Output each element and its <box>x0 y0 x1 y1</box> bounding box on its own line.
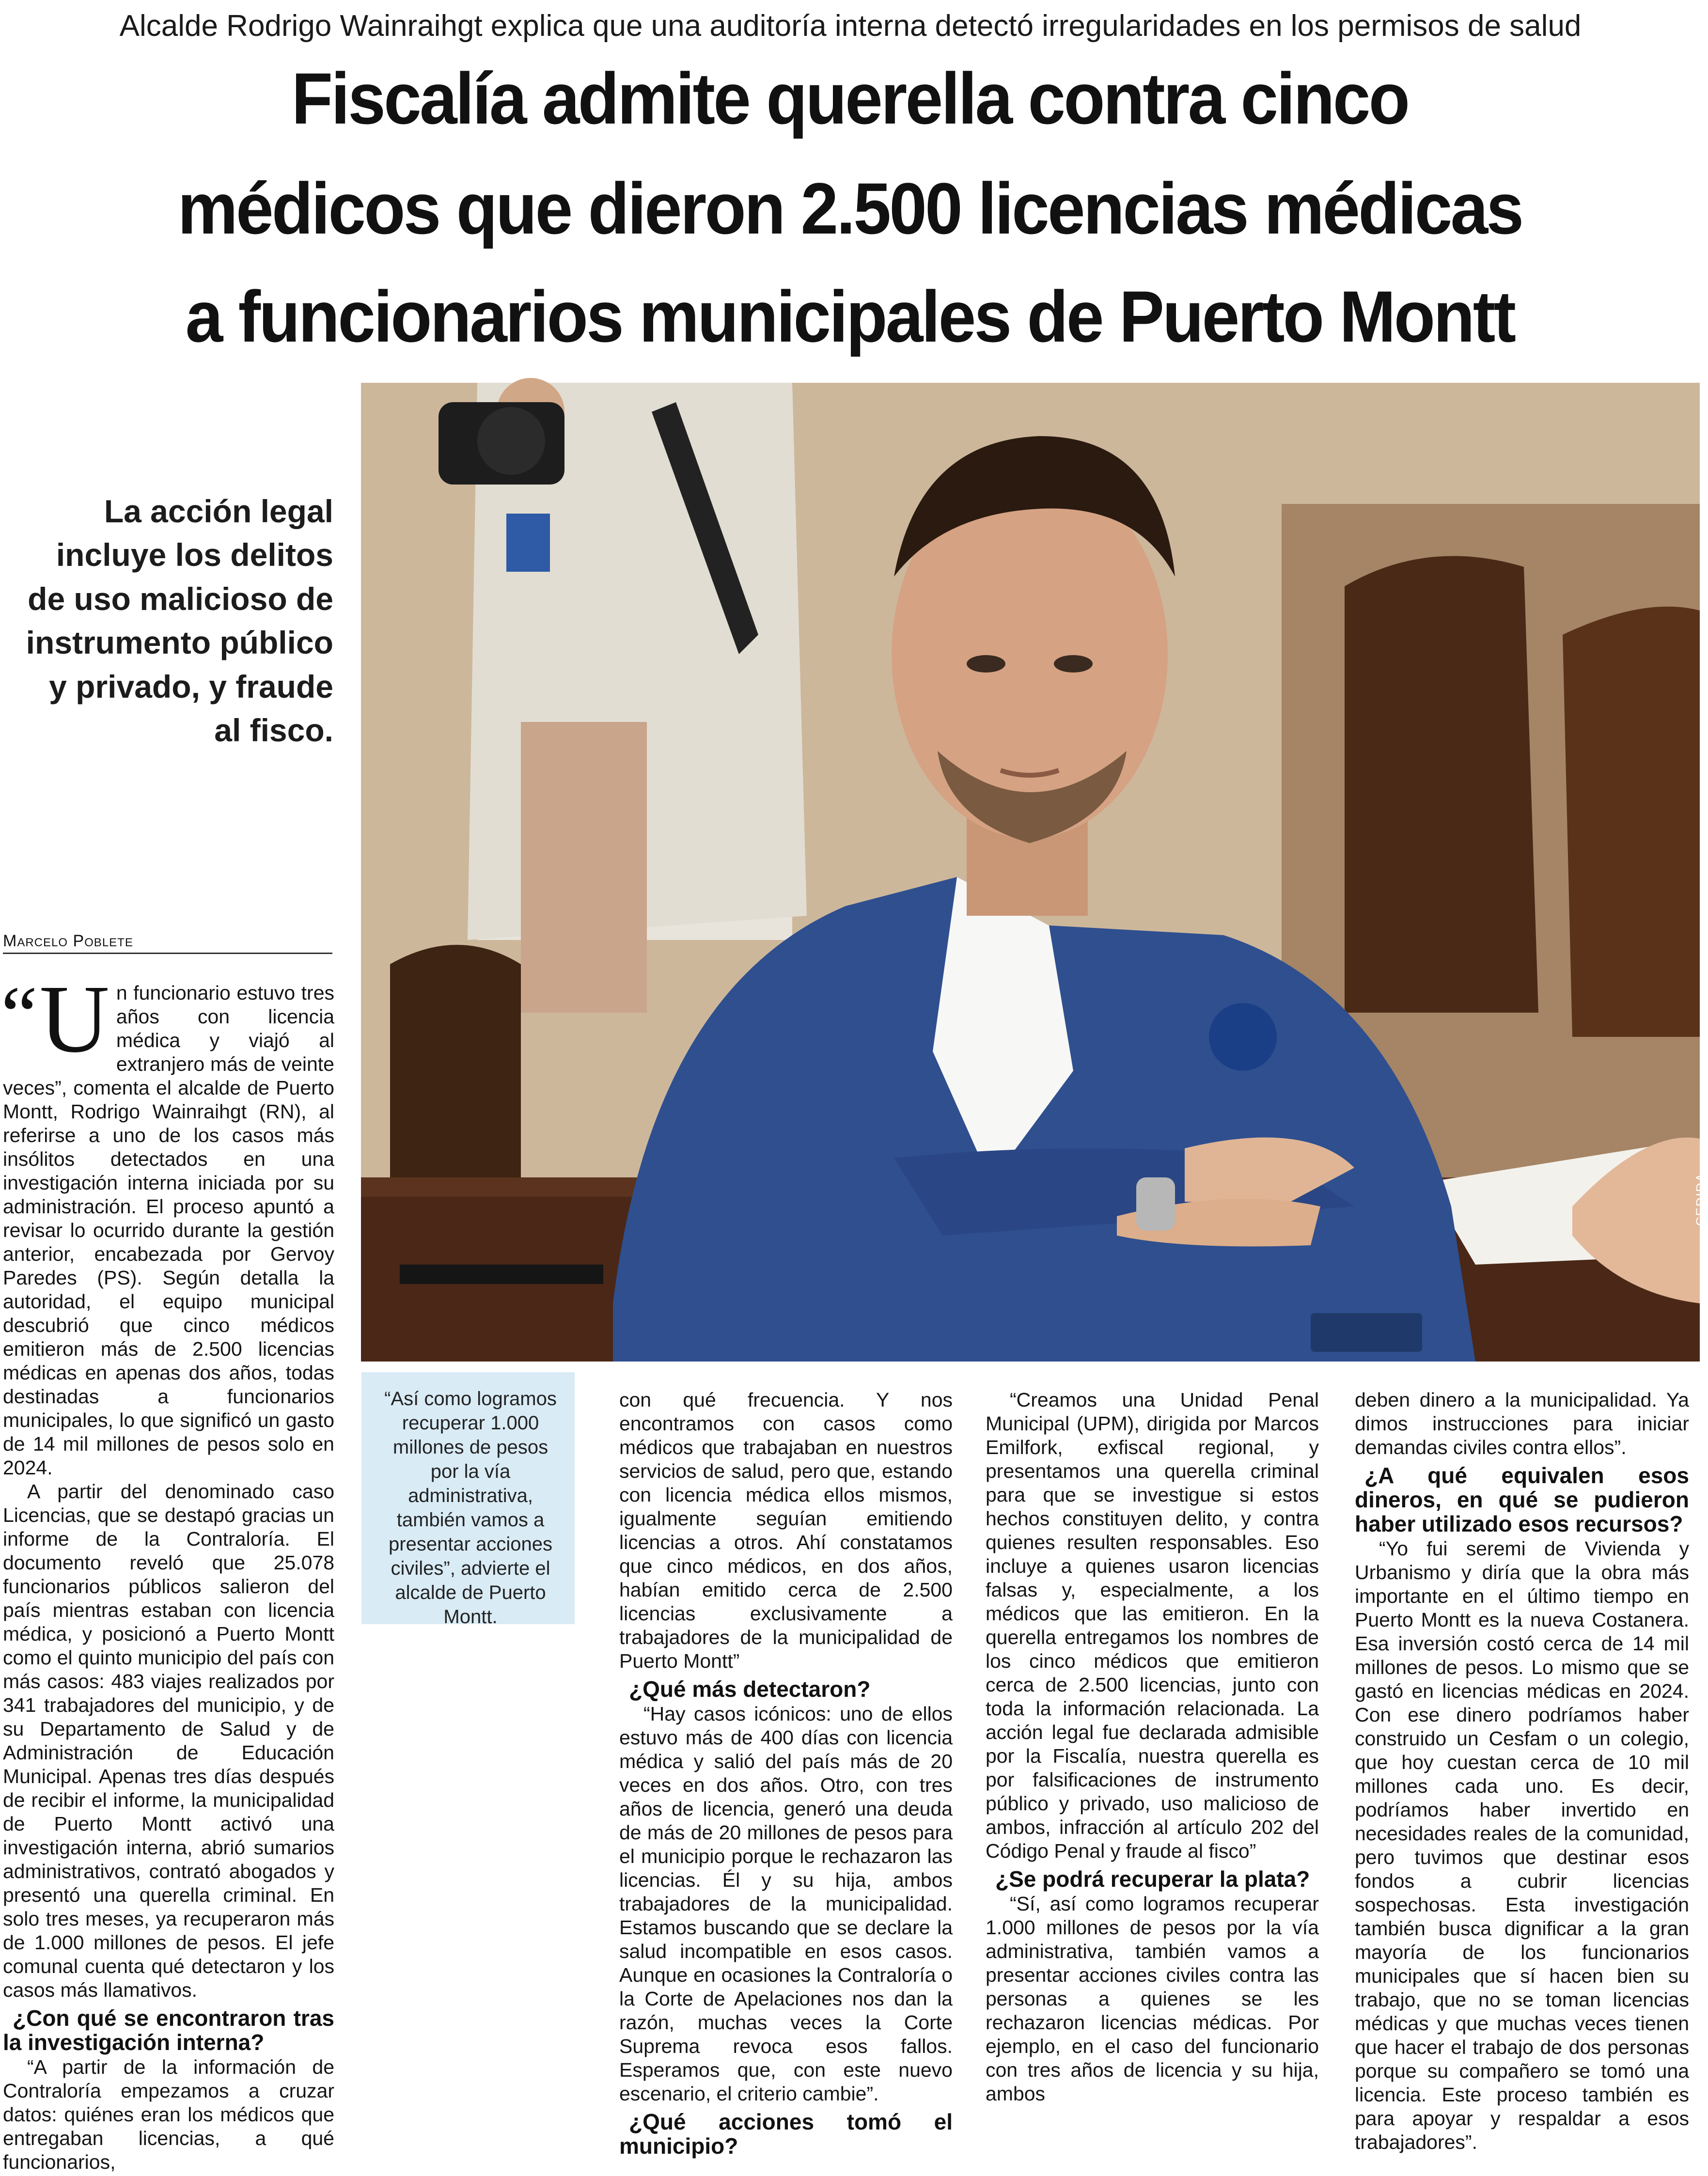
opening-quote-mark: “ <box>1 970 38 1061</box>
lead-paragraph <box>1 966 334 1480</box>
interview-question: ¿Se podrá recuperar la plata? <box>995 1866 1310 1892</box>
article-column-2 <box>619 1388 953 2159</box>
interview-question: ¿Qué más detectaron? <box>629 1676 871 1702</box>
interview-question: ¿A qué equivalen esos dineros, en qué se pudieron haber utilizado esos recursos? <box>1355 1463 1689 1536</box>
byline: Marcelo Poblete <box>3 932 332 954</box>
interview-question: ¿Con qué se encontraron tras la investigación interna? <box>3 2005 334 2055</box>
deck: La acción legal incluye los delitos de uso malicioso de instrumento público y privado, y fraude al fisco. <box>26 493 333 749</box>
headline-line-2: médicos que dieron 2.500 licencias médicas <box>177 168 1522 249</box>
paragraph: “Yo fui seremi de Vivienda y Urbanismo y diría que la obra más importante en el último tiempo en Puerto Montt es la nueva Costanera. Esa inversión costó cerca de 14 mil millones de pesos. Lo mismo que se gastó en licencias médicas en 2024. Con ese dinero podríamos haber construido un Cesfam o un colegio, que hoy cuestan cerca de 10 mil millones cada uno. Es decir, podríamos haber invertido en necesidades reales de la comunidad, pero tuvimos que destinar esos fondos a cubrir licencias sospechosas. Esta investigación también busca dignificar a la gran mayoría de los funcionarios municipales que sí hacen bien su trabajo, que no se toman licencias médicas y que muchas veces tienen que hacer el trabajo de dos personas porque su compañero se tomó una licencia. Este proceso también es para apoyar y respaldar a esos trabajadores”. <box>1355 1537 1689 2153</box>
drop-cap: U <box>39 966 110 1073</box>
paragraph: A partir del denominado caso Licencias, que se destapó gracias un informe de la Contraloría. El documento reveló que 25.078 funcionarios públicos salieron del país mientras estaban con licencia médica, y posicionó a Puerto Montt como el quinto municipio del país con más casos: 483 viajes realizados por 341 trabajadores del municipio, y de su Departamento de Salud y de Administración de Educación Municipal. Apenas tres días después de recibir el informe, la municipalidad de Puerto Montt activó una investigación interna, abrió sumarios administrativos, contrató abogados y presentó una querella criminal. En solo tres meses, ya recuperaron más de 1.000 millones de pesos. El jefe comunal cuenta qué detectaron y los casos más llamativos. <box>3 1480 334 2001</box>
headline-line-3: a funcionarios municipales de Puerto Montt <box>185 276 1515 357</box>
article-column-3 <box>986 1388 1319 2106</box>
photo-credit: CEDIDA <box>1693 1173 1708 1226</box>
paragraph: deben dinero a la municipalidad. Ya dimos instrucciones para iniciar demandas civiles contra ellos”. <box>1355 1389 1689 1458</box>
paragraph: “Creamos una Unidad Penal Municipal (UPM), dirigida por Marcos Emilfork, exfiscal regional, y presentamos una querella criminal para que se investigue si estos hechos constituyen delito, y contra quienes resulten responsables. Eso incluye a quienes usaron licencias falsas y, especialmente, a los médicos que las emitieron. En la querella entregamos los nombres de los cinco médicos que emitieron cerca de 2.500 licencias, junto con toda la información relacionada. La acción legal fue declarada admisible por la Fiscalía, nuestra querella es por falsificaciones de instrumento público y privado, uso malicioso de ambos, infracción al artículo 202 del Código Penal y fraude al fisco” <box>986 1389 1319 1862</box>
paragraph: “Hay casos icónicos: uno de ellos estuvo más de 400 días con licencia médica y salió del país más de 20 veces en dos años. Otro, con tres años de licencia, generó una deuda de más de 20 millones de pesos para el municipio porque le rechazaron las licencias. Él y su hija, ambos trabajadores de la municipalidad. Estamos buscando que se declare la salud incompatible en esos casos. Aunque en ocasiones la Contraloría o la Corte de Apelaciones nos dan la razón, muchas veces la Corte Suprema revoca esos fallos. Esperamos que, con este nuevo escenario, el criterio cambie”. <box>619 1703 953 2105</box>
interview-question: ¿Qué acciones tomó el municipio? <box>619 2109 953 2159</box>
article-photo <box>361 383 1708 1362</box>
photo-portrait-icon <box>361 383 1700 1362</box>
paragraph: con qué frecuencia. Y nos encontramos con casos como médicos que trabajaban en nuestros servicios de salud, pero que, estando con licencia médica ellos mismos, igualmente seguían emitiendo licencias a otros. Ahí constatamos que cinco médicos, en dos años, habían emitido cerca de 2.500 licencias exclusivamente a trabajadores de la municipalidad de Puerto Montt” <box>619 1389 953 1672</box>
paragraph-text: n funcionario estuvo tres años con licencia médica y viajó al extranjero más de veinte veces”, comenta el alcalde de Puerto Montt, Rodrigo Wainraihgt (RN), al referirse a uno de los casos más insólitos detectados en una investigación interna iniciada por su administración. El proceso apuntó a revisar lo ocurrido durante la gestión anterior, encabezada por Gervoy Paredes (PS). Según detalla la autoridad, el equipo municipal descubrió que cinco médicos emitieron más de 2.500 licencias médicas en apenas dos años, todas destinadas a funcionarios municipales, lo que significó un gasto de 14 mil millones de pesos solo en 2024. <box>3 982 334 1479</box>
kicker: Alcalde Rodrigo Wainraihgt explica que una auditoría interna detectó irregularidades en los permisos de salud <box>119 9 1582 43</box>
pull-quote: “Así como logramos recuperar 1.000 millones de pesos por la vía administrativa, también vamos a presentar acciones civiles”, advierte el alcalde de Puerto Montt. <box>361 1372 575 1624</box>
article-column-1 <box>1 966 334 2174</box>
article-column-4 <box>1355 1388 1689 2154</box>
paragraph: “A partir de la información de Contraloría empezamos a cruzar datos: quiénes eran los médicos que entregaban licencias, a qué funcionarios, <box>3 2056 334 2173</box>
headline-line-1: Fiscalía admite querella contra cinco <box>291 58 1409 139</box>
paragraph: “Sí, así como logramos recuperar 1.000 millones de pesos por la vía administrativa, también vamos a presentar acciones civiles contra las personas a quienes se les rechazaron licencias médicas. Por ejemplo, en el caso del funcionario con tres años de licencia y su hija, ambos <box>986 1893 1319 2105</box>
